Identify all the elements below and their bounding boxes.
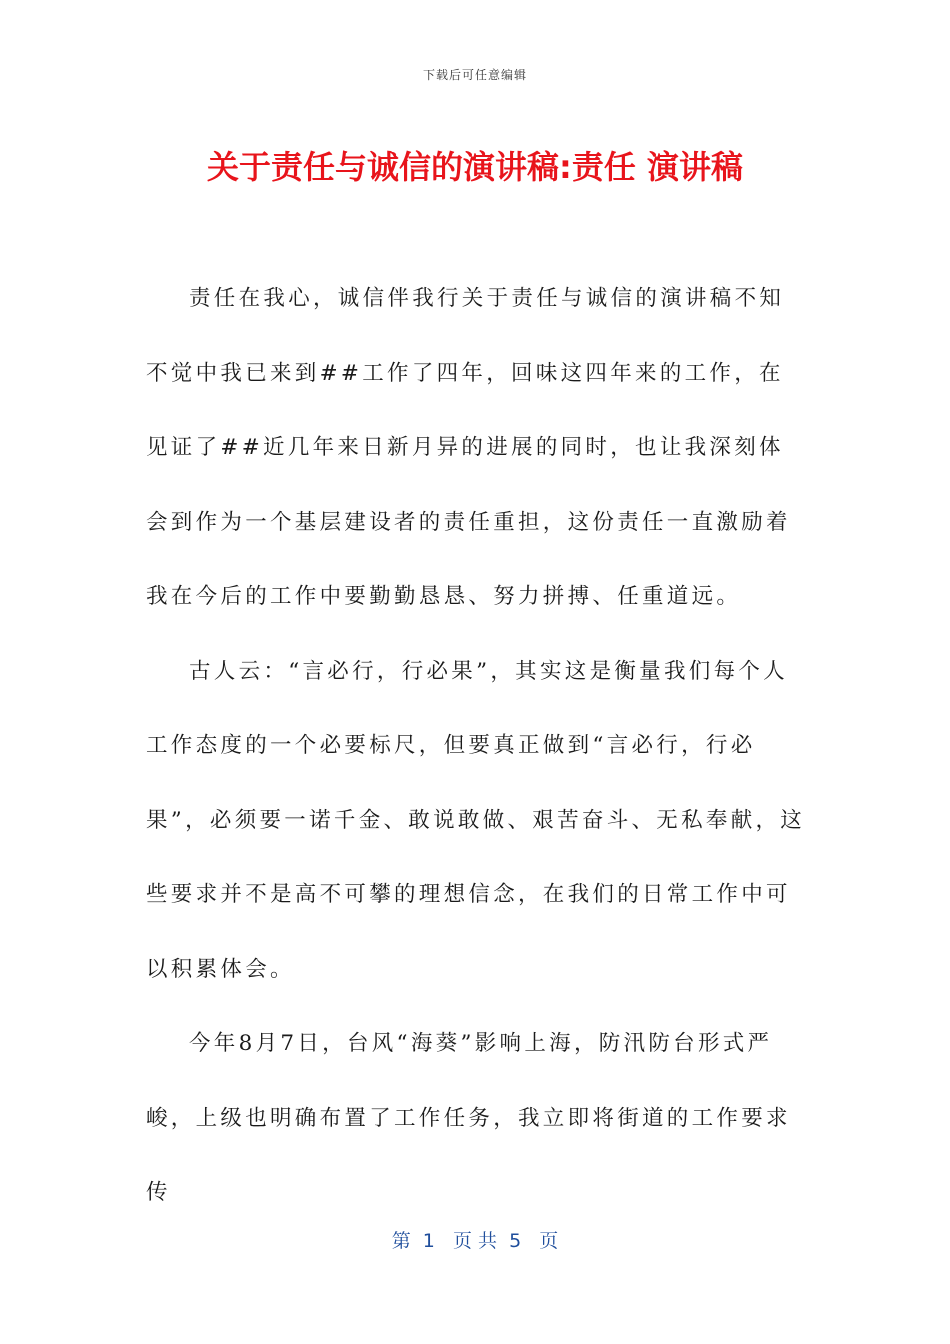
paragraph-3: 今年8月7日，台风“海葵”影响上海，防汛防台形式严峻，上级也明确布置了工作任务，我立即将街道的工作要求传 [146, 1031, 791, 1205]
paragraph-2: 古人云：“言必行，行必果”，其实这是衡量我们每个人工作态度的一个必要标尺，但要真正做到“言必行，行必果”，必须要一诺千金、敢说敢做、艰苦奋斗、无私奉献，这些要求并不是高不可攀的理想信念，在我们的日常工作中可以积累体会。 [146, 658, 806, 982]
paragraph-1: 责任在我心，诚信伴我行关于责任与诚信的演讲稿不知不觉中我已来到##工作了四年，回味这四年来的工作，在见证了##近几年来日新月异的进展的同时，也让我深刻体会到作为一个基层建设者的责任重担，这份责任一直激励着我在今后的工作中要勤勤恳恳、努力拼搏、任重道远。 [146, 286, 791, 609]
document-body [146, 262, 806, 1231]
document-title: 关于责任与诚信的演讲稿:责任 演讲稿 [207, 148, 743, 186]
page-number-footer: 第 1 页 共 5 页 [391, 1230, 559, 1252]
header-note: 下载后可任意编辑 [422, 68, 527, 82]
